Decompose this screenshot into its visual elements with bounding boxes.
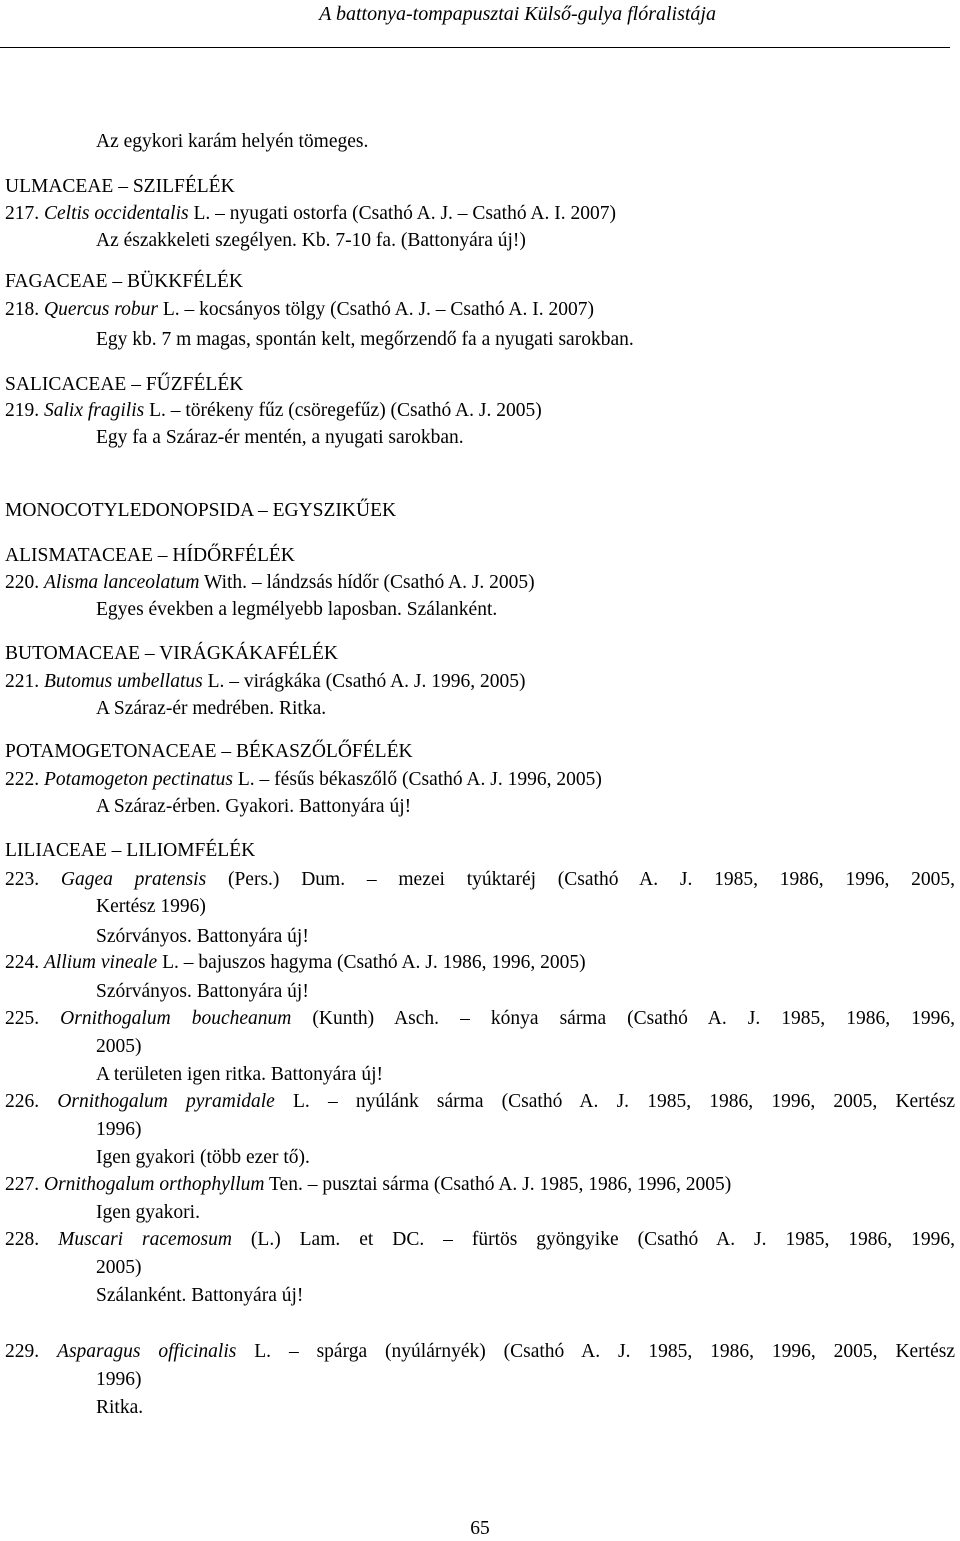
entry-228 bbox=[5, 1228, 955, 1252]
entry-223 bbox=[5, 868, 955, 892]
page-number: 65 bbox=[470, 1518, 490, 1539]
entry-number: 223. bbox=[5, 869, 40, 890]
scientific-name: Ornithogalum pyramidale bbox=[57, 1091, 275, 1112]
scientific-name: Butomus umbellatus bbox=[44, 671, 203, 692]
entry-number: 228. bbox=[5, 1229, 40, 1250]
family-heading-ulmaceae: ULMACEAE – SZILFÉLÉK bbox=[5, 176, 235, 197]
entry-details: L. – bajuszos hagyma (Csathó A. J. 1986, 1996, 2005) bbox=[157, 952, 586, 973]
entry-number: 229. bbox=[5, 1341, 40, 1362]
entry-228-continuation: 2005) bbox=[96, 1257, 142, 1278]
family-heading-potamogetonaceae: POTAMOGETONACEAE – BÉKASZŐLŐFÉLÉK bbox=[5, 741, 413, 762]
entry-details: Ten. – pusztai sárma (Csathó A. J. 1985, 1986, 1996, 2005) bbox=[264, 1174, 732, 1195]
family-heading-salicaceae: SALICACEAE – FŰZFÉLÉK bbox=[5, 374, 244, 395]
scientific-name: Potamogeton pectinatus bbox=[44, 769, 234, 790]
intro-note: Az egykori karám helyén tömeges. bbox=[96, 131, 369, 152]
scientific-name: Celtis occidentalis bbox=[44, 203, 189, 224]
scientific-name: Allium vineale bbox=[44, 952, 158, 973]
entry-222-note: A Száraz-érben. Gyakori. Battonyára új! bbox=[96, 796, 412, 817]
scientific-name: Ornithogalum boucheanum bbox=[60, 1008, 292, 1029]
entry-number: 219. bbox=[5, 400, 40, 421]
entry-details: L. – virágkáka (Csathó A. J. 1996, 2005) bbox=[202, 671, 526, 692]
entry-223-continuation: Kertész 1996) bbox=[96, 896, 206, 917]
entry-229-continuation: 1996) bbox=[96, 1369, 142, 1390]
scientific-name: Salix fragilis bbox=[44, 400, 145, 421]
entry-details: With. – lándzsás hídőr (Csathó A. J. 2005) bbox=[199, 572, 535, 593]
entry-227-note: Igen gyakori. bbox=[96, 1202, 200, 1223]
scientific-name: Ornithogalum orthophyllum bbox=[44, 1174, 265, 1195]
scientific-name: Quercus robur bbox=[44, 299, 158, 320]
entry-details: (L.) Lam. et DC. – fürtös gyöngyike (Csathó A. J. 1985, 1986, 1996, bbox=[231, 1229, 956, 1250]
family-heading-fagaceae: FAGACEAE – BÜKKFÉLÉK bbox=[5, 271, 243, 292]
scientific-name: Muscari racemosum bbox=[58, 1229, 232, 1250]
entry-number: 221. bbox=[5, 671, 40, 692]
entry-225 bbox=[5, 1007, 955, 1031]
family-heading-butomaceae: BUTOMACEAE – VIRÁGKÁKAFÉLÉK bbox=[5, 643, 338, 664]
family-heading-liliaceae: LILIACEAE – LILIOMFÉLÉK bbox=[5, 840, 256, 861]
entry-details: L. – kocsányos tölgy (Csathó A. J. – Csathó A. I. 2007) bbox=[157, 299, 594, 320]
scientific-name: Asparagus officinalis bbox=[57, 1341, 237, 1362]
entry-number: 227. bbox=[5, 1174, 40, 1195]
header-rule bbox=[0, 47, 950, 48]
entry-229-note: Ritka. bbox=[96, 1397, 144, 1418]
entry-225-note: A területen igen ritka. Battonyára új! bbox=[96, 1064, 383, 1085]
entry-217-note: Az északkeleti szegélyen. Kb. 7-10 fa. (Battonyára új!) bbox=[96, 230, 526, 251]
entry-225-continuation: 2005) bbox=[96, 1036, 142, 1057]
family-heading-alismataceae: ALISMATACEAE – HÍDŐRFÉLÉK bbox=[5, 545, 295, 566]
entry-226 bbox=[5, 1090, 955, 1114]
entry-number: 218. bbox=[5, 299, 40, 320]
entry-details: L. – törékeny fűz (csöregefűz) (Csathó A. J. 2005) bbox=[144, 400, 542, 421]
entry-223-note: Szórványos. Battonyára új! bbox=[96, 926, 309, 947]
entry-number: 226. bbox=[5, 1091, 40, 1112]
entry-221-note: A Száraz-ér medrében. Ritka. bbox=[96, 698, 327, 719]
entry-228-note: Szálanként. Battonyára új! bbox=[96, 1285, 304, 1306]
running-header: A battonya-tompapusztai Külső-gulya flóralistája bbox=[319, 3, 716, 25]
entry-details: (Pers.) Dum. – mezei tyúktaréj (Csathó A. J. 1985, 1986, 1996, 2005, bbox=[206, 869, 955, 890]
entry-224-note: Szórványos. Battonyára új! bbox=[96, 981, 309, 1002]
entry-224 bbox=[5, 951, 586, 975]
entry-details: L. – nyúlánk sárma (Csathó A. J. 1985, 1986, 1996, 2005, Kertész bbox=[274, 1091, 955, 1112]
entry-220-note: Egyes években a legmélyebb laposban. Szálanként. bbox=[96, 599, 498, 620]
entry-219 bbox=[5, 399, 542, 423]
entry-details: L. – fésűs békaszőlő (Csathó A. J. 1996, 2005) bbox=[233, 769, 602, 790]
entry-226-continuation: 1996) bbox=[96, 1119, 142, 1140]
entry-number: 225. bbox=[5, 1008, 40, 1029]
entry-details: L. – nyugati ostorfa (Csathó A. J. – Csathó A. I. 2007) bbox=[188, 203, 616, 224]
entry-221 bbox=[5, 670, 526, 694]
entry-218 bbox=[5, 298, 594, 322]
entry-219-note: Egy fa a Száraz-ér mentén, a nyugati sarokban. bbox=[96, 427, 464, 448]
entry-218-note: Egy kb. 7 m magas, spontán kelt, megőrzendő fa a nyugati sarokban. bbox=[96, 329, 634, 350]
entry-217 bbox=[5, 202, 616, 226]
entry-number: 217. bbox=[5, 203, 40, 224]
entry-details: (Kunth) Asch. – kónya sárma (Csathó A. J. 1985, 1986, 1996, bbox=[291, 1008, 955, 1029]
entry-226-note: Igen gyakori (több ezer tő). bbox=[96, 1147, 310, 1168]
entry-number: 220. bbox=[5, 572, 40, 593]
entry-details: L. – spárga (nyúlárnyék) (Csathó A. J. 1985, 1986, 1996, 2005, Kertész bbox=[236, 1341, 955, 1362]
entry-229 bbox=[5, 1340, 955, 1364]
entry-227 bbox=[5, 1173, 731, 1197]
scientific-name: Alisma lanceolatum bbox=[44, 572, 200, 593]
entry-number: 224. bbox=[5, 952, 40, 973]
scientific-name: Gagea pratensis bbox=[60, 869, 207, 890]
entry-222 bbox=[5, 768, 602, 792]
class-heading-monocotyledonopsida: MONOCOTYLEDONOPSIDA – EGYSZIKŰEK bbox=[5, 500, 397, 521]
entry-number: 222. bbox=[5, 769, 40, 790]
entry-220 bbox=[5, 571, 535, 595]
